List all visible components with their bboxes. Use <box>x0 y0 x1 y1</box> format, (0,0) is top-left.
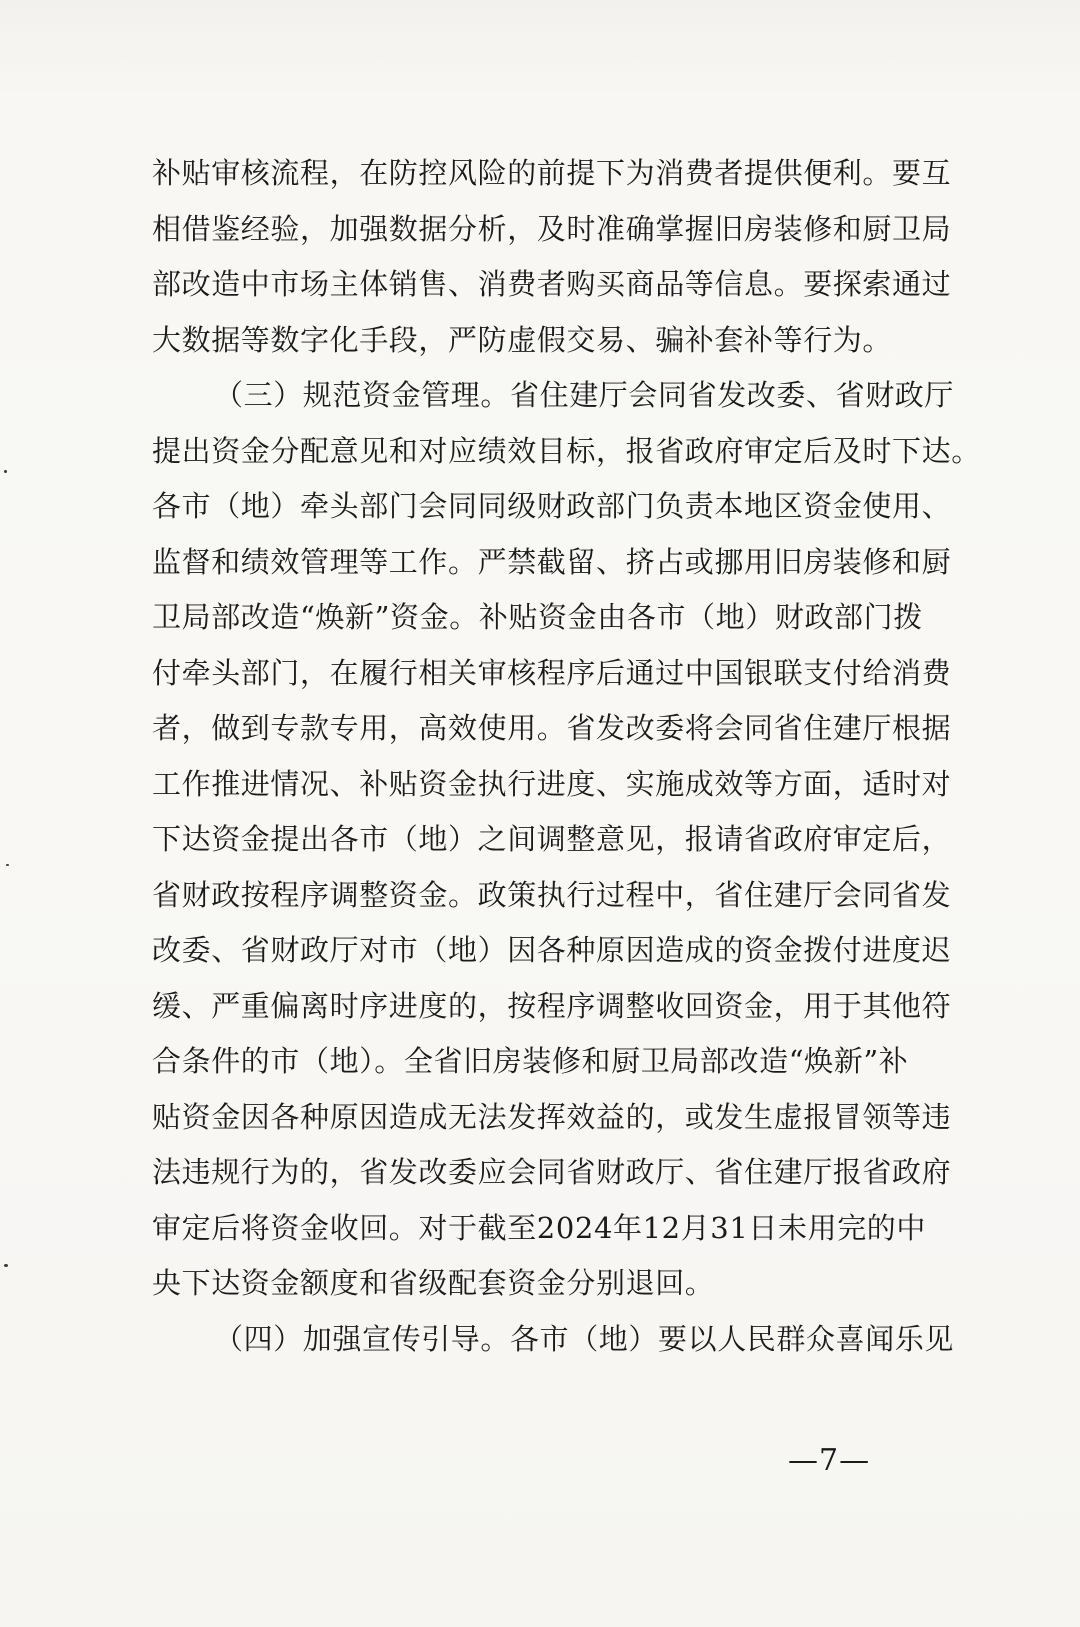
text-line: 补贴审核流程，在防控风险的前提下为消费者提供便利。要互 <box>152 156 952 190</box>
text-line: 贴资金因各种原因造成无法发挥效益的，或发生虚报冒领等违 <box>152 1099 952 1134</box>
scan-speck <box>4 1264 8 1267</box>
text-line: 相借鉴经验，加强数据分析，及时准确掌握旧房装修和厨卫局 <box>152 211 952 246</box>
scan-speck <box>6 864 9 866</box>
text-line: 各市（地）牵头部门会同同级财政部门负责本地区资金使用、 <box>152 489 952 523</box>
text-line: 改委、省财政厅对市（地）因各种原因造成的资金拨付进度迟 <box>152 933 952 967</box>
scan-speck <box>4 470 7 473</box>
text-line: 审定后将资金收回。对于截至2024年12月31日未用完的中 <box>152 1210 927 1245</box>
text-line: 工作推进情况、补贴资金执行进度、实施成效等方面，适时对 <box>152 766 952 801</box>
page-number: —7— <box>788 1443 871 1478</box>
text-line: 付牵头部门，在履行相关审核程序后通过中国银联支付给消费 <box>152 655 952 690</box>
text-line: 下达资金提出各市（地）之间调整意见，报请省政府审定后， <box>152 822 952 856</box>
text-line: 者，做到专款专用，高效使用。省发改委将会同省住建厅根据 <box>152 711 952 745</box>
text-line: 大数据等数字化手段，严防虚假交易、骗补套补等行为。 <box>152 322 893 357</box>
text-line: 法违规行为的，省发改委应会同省财政厅、省住建厅报省政府 <box>152 1155 952 1189</box>
text-line: 缓、严重偏离时序进度的，按程序调整收回资金，用于其他符 <box>152 988 952 1023</box>
text-line: 省财政按程序调整资金。政策执行过程中，省住建厅会同省发 <box>152 877 952 912</box>
text-line: 提出资金分配意见和对应绩效目标，报省政府审定后及时下达。 <box>152 433 981 468</box>
text-line: 央下达资金额度和省级配套资金分别退回。 <box>152 1266 715 1300</box>
body-text <box>152 146 981 1367</box>
text-line: 监督和绩效管理等工作。严禁截留、挤占或挪用旧房装修和厨 <box>152 544 952 579</box>
text-line: 部改造中市场主体销售、消费者购买商品等信息。要探索通过 <box>152 267 952 301</box>
section-heading-line: （三）规范资金管理。省住建厅会同省发改委、省财政厅 <box>214 378 955 412</box>
text-line: 合条件的市（地）。全省旧房装修和厨卫局部改造“焕新”补 <box>152 1044 909 1078</box>
section-heading-line: （四）加强宣传引导。各市（地）要以人民群众喜闻乐见 <box>214 1321 955 1356</box>
text-line: 卫局部改造“焕新”资金。补贴资金由各市（地）财政部门拨 <box>152 600 923 634</box>
